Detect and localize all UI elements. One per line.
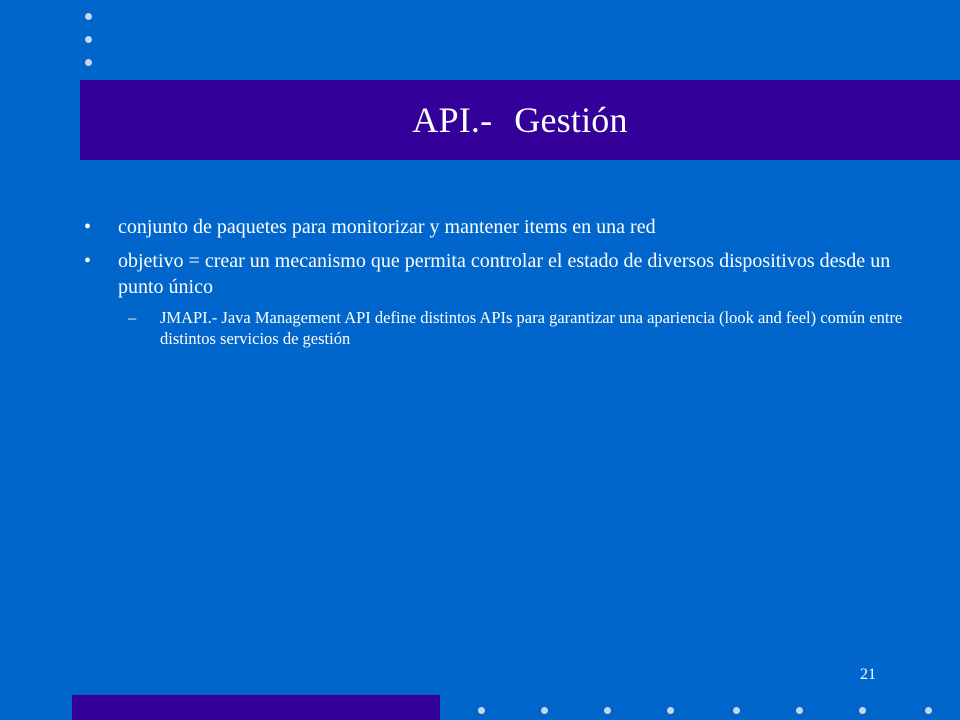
- slide-content: [84, 214, 904, 349]
- title-part-2: Gestión: [514, 100, 628, 140]
- page-number: 21: [860, 666, 876, 683]
- decor-dot: [796, 707, 803, 714]
- decor-dot: [925, 707, 932, 714]
- slide-title: [80, 80, 960, 160]
- decor-dot: [667, 707, 674, 714]
- decor-dot: [541, 707, 548, 714]
- title-part-1: API.-: [412, 100, 493, 140]
- sub-bullet-item: [84, 307, 904, 349]
- decor-dot: [478, 707, 485, 714]
- bullet-marker: •: [84, 216, 92, 238]
- decor-dot: [859, 707, 866, 714]
- bullet-item: [84, 214, 904, 240]
- bullet-item: [84, 248, 904, 300]
- bullet-marker: •: [84, 250, 92, 272]
- decor-dot: [85, 13, 92, 20]
- bullet-text: conjunto de paquetes para monitorizar y mantener items en una red: [118, 216, 656, 238]
- footer-bar: [72, 695, 440, 720]
- sub-bullet-marker: –: [128, 308, 137, 327]
- decor-dot: [85, 59, 92, 66]
- sub-bullet-text: JMAPI.- Java Management API define distintos APIs para garantizar una apariencia (look and feel) común entre distintos servicios de gestión: [160, 308, 903, 348]
- decor-dot: [733, 707, 740, 714]
- decor-dot: [604, 707, 611, 714]
- bullet-text: objetivo = crear un mecanismo que permita controlar el estado de diversos dispositivos desde un punto único: [118, 250, 891, 298]
- title-bar: [80, 80, 960, 160]
- decor-dot: [85, 36, 92, 43]
